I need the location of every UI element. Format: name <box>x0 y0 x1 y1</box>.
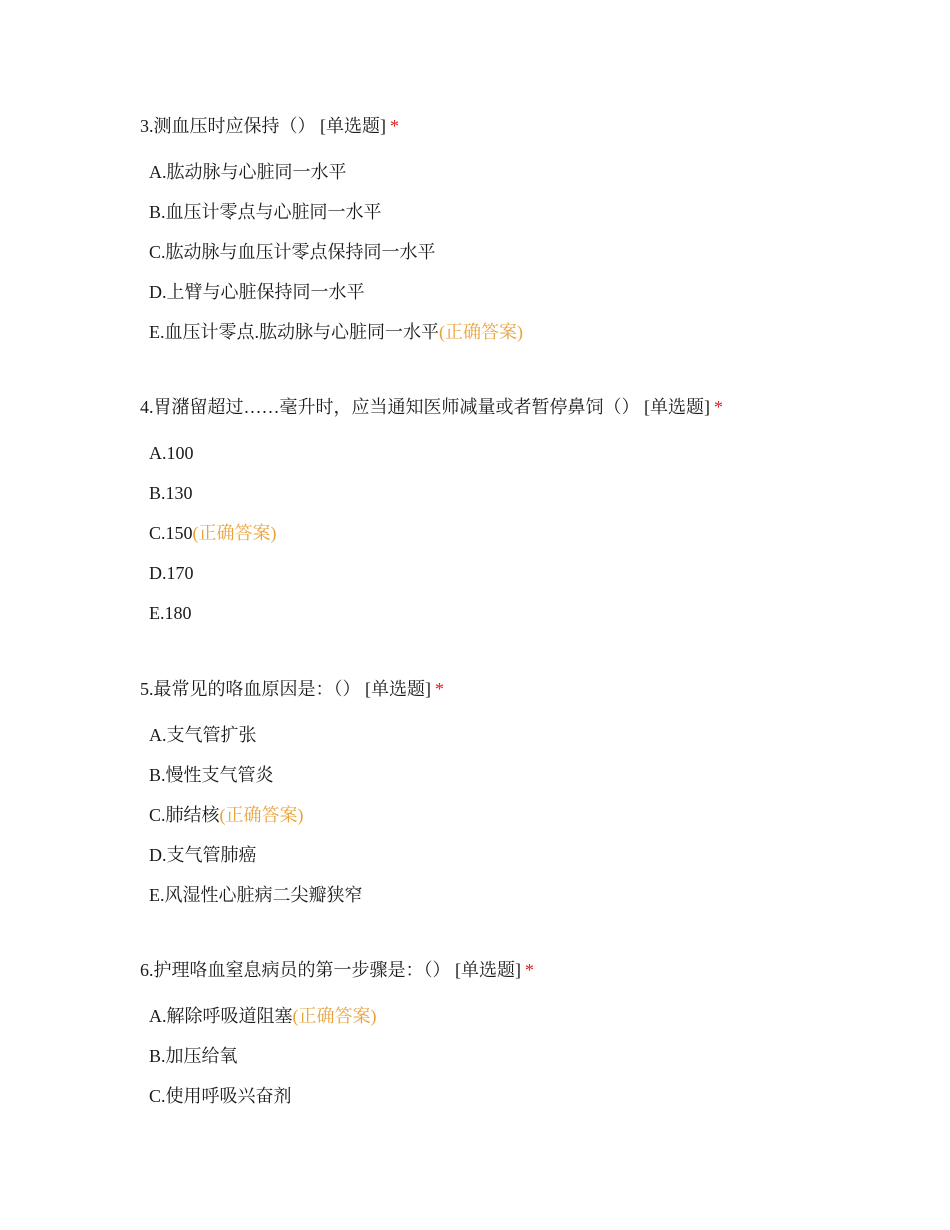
question-6 <box>140 958 900 1108</box>
option-d[interactable] <box>149 561 900 585</box>
option-e[interactable] <box>149 601 900 625</box>
option-a[interactable] <box>149 160 900 184</box>
option-text: D.170 <box>149 563 194 583</box>
option-b[interactable] <box>149 1044 900 1068</box>
correct-answer-tag: (正确答案) <box>219 805 304 825</box>
option-list <box>140 723 900 907</box>
required-mark: * <box>714 397 723 417</box>
option-text: A.解除呼吸道阻塞 <box>149 1006 293 1026</box>
option-e[interactable] <box>149 320 900 344</box>
correct-answer-tag: (正确答案) <box>192 523 277 543</box>
option-d[interactable] <box>149 280 900 304</box>
option-list <box>140 160 900 344</box>
question-title <box>140 395 900 419</box>
option-text: B.慢性支气管炎 <box>149 765 274 785</box>
option-text: E.180 <box>149 603 192 623</box>
option-text: C.肱动脉与血压计零点保持同一水平 <box>149 242 436 262</box>
option-text: D.上臂与心脏保持同一水平 <box>149 282 365 302</box>
option-text: A.肱动脉与心脏同一水平 <box>149 162 347 182</box>
option-c[interactable] <box>149 521 900 545</box>
option-c[interactable] <box>149 803 900 827</box>
option-b[interactable] <box>149 481 900 505</box>
question-title <box>140 114 900 138</box>
option-text: A.100 <box>149 443 194 463</box>
option-text: B.130 <box>149 483 193 503</box>
option-list <box>140 441 900 625</box>
option-text: E.风湿性心脏病二尖瓣狭窄 <box>149 885 363 905</box>
question-text: 6.护理咯血窒息病员的第一步骤是：（） [单选题] <box>140 960 521 980</box>
option-list <box>140 1004 900 1108</box>
option-text: A.支气管扩张 <box>149 725 257 745</box>
question-4 <box>140 395 900 625</box>
required-mark: * <box>525 960 534 980</box>
option-text: B.血压计零点与心脏同一水平 <box>149 202 382 222</box>
option-a[interactable] <box>149 723 900 747</box>
option-b[interactable] <box>149 200 900 224</box>
option-text: C.150 <box>149 523 193 543</box>
required-mark: * <box>435 679 444 699</box>
correct-answer-tag: (正确答案) <box>292 1006 377 1026</box>
option-text: D.支气管肺癌 <box>149 845 257 865</box>
option-a[interactable] <box>149 1004 900 1028</box>
question-3 <box>140 114 900 344</box>
option-d[interactable] <box>149 843 900 867</box>
question-title <box>140 958 900 982</box>
question-text: 4.胃潴留超过……毫升时，应当通知医师减量或者暂停鼻饲（） [单选题] <box>140 397 710 417</box>
option-text: B.加压给氧 <box>149 1046 238 1066</box>
correct-answer-tag: (正确答案) <box>439 322 523 342</box>
question-text: 5.最常见的咯血原因是：（） [单选题] <box>140 679 431 699</box>
option-e[interactable] <box>149 883 900 907</box>
required-mark: * <box>390 116 399 136</box>
question-title <box>140 677 900 701</box>
option-b[interactable] <box>149 763 900 787</box>
option-c[interactable] <box>149 240 900 264</box>
option-text: C.肺结核 <box>149 805 220 825</box>
option-text: E.血压计零点.肱动脉与心脏同一水平 <box>149 322 439 342</box>
option-c[interactable] <box>149 1084 900 1108</box>
option-text: C.使用呼吸兴奋剂 <box>149 1086 292 1106</box>
option-a[interactable] <box>149 441 900 465</box>
question-text: 3.测血压时应保持（） [单选题] <box>140 116 386 136</box>
question-5 <box>140 677 900 907</box>
